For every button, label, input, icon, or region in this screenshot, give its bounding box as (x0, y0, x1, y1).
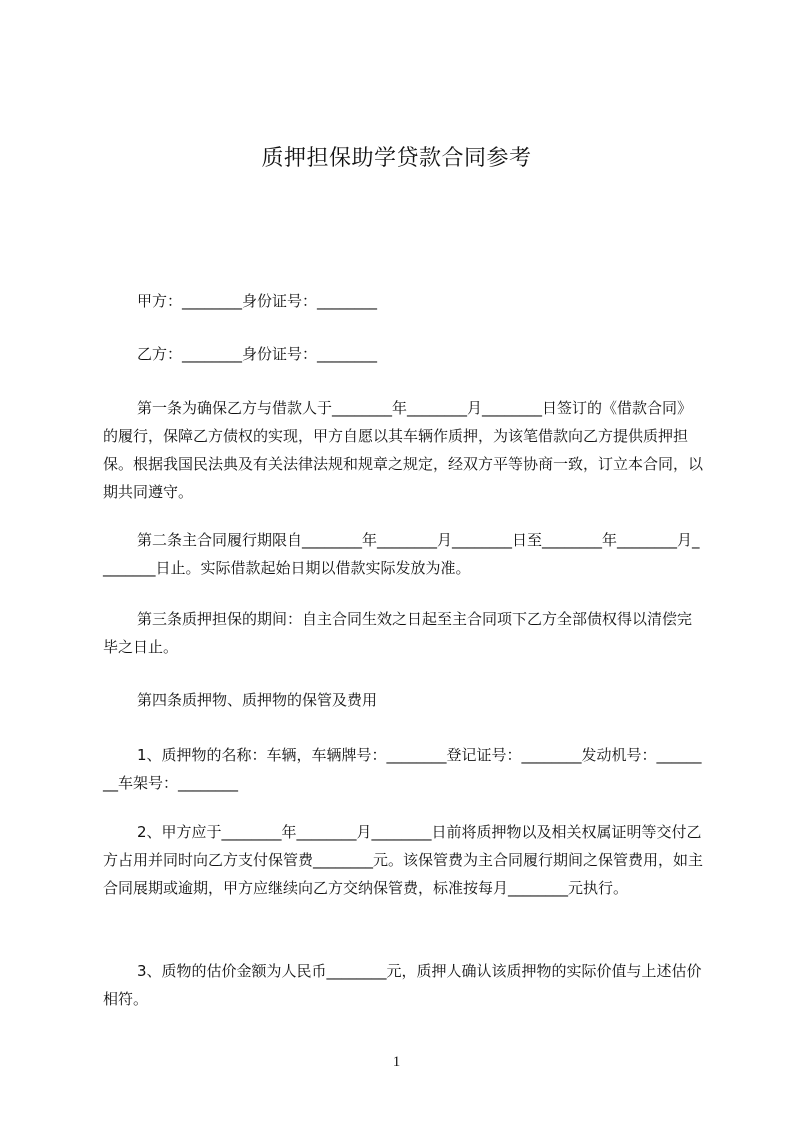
article-2: 第二条主合同履行期限自________年________月________日至________年________月________日止。实际借款起始日期以借款实际发放为准。 (103, 531, 700, 577)
article-4-item-2: 2、甲方应于________年________月________日前将质押物以及相关权属证明等交付乙方占用并同时向乙方支付保管费________元。该保管费为主合同履行期间之保管费用，如主合同展期或逾期，甲方应继续向乙方交纳保管费，标准按每月________元执行。 (103, 823, 704, 897)
document-title: 质押担保助学贷款合同参考 (261, 146, 532, 171)
article-4-item-3: 3、质物的估价金额为人民币________元，质押人确认该质押物的实际价值与上述估价相符。 (103, 962, 702, 1008)
article-1: 第一条为确保乙方与借款人于________年________月________日签订的《借款合同》的履行，保障乙方债权的实现，甲方自愿以其车辆作质押，为该笔借款向乙方提供质押担保。根据我国民法典及有关法律法规和规章之规定，经双方平等协商一致，订立本合同，以期共同遵守。 (103, 399, 704, 501)
party-a-line: 甲方：________身份证号：________ (137, 292, 378, 310)
article-3: 第三条质押担保的期间：自主合同生效之日起至主合同项下乙方全部债权得以清偿完毕之日止。 (103, 610, 693, 656)
article-4-heading: 第四条质押物、质押物的保管及费用 (137, 691, 378, 709)
party-b-line: 乙方：________身份证号：________ (137, 345, 378, 363)
page-number: 1 (392, 1054, 401, 1070)
article-4-item-1: 1、质押物的名称：车辆，车辆牌号：________登记证号：________发动机号：________车架号：________ (103, 746, 702, 792)
